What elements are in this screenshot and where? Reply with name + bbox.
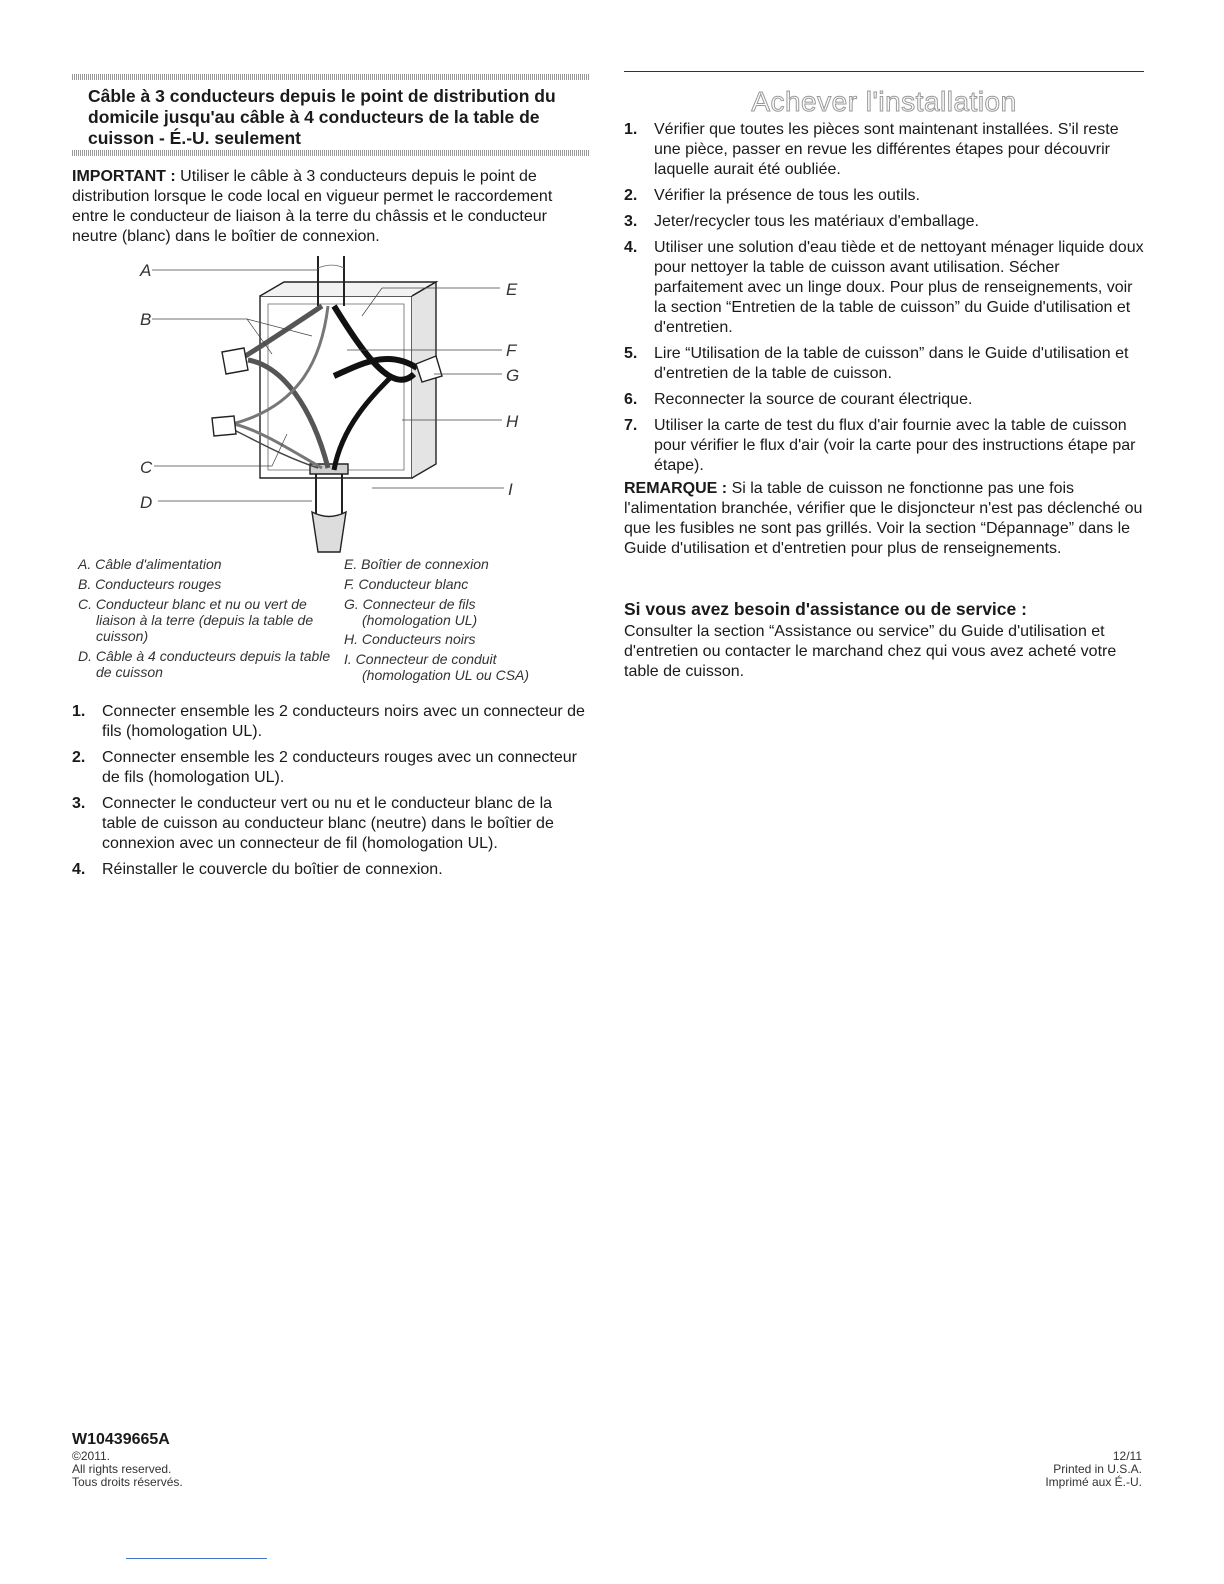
list-item: 6. Reconnecter la source de courant électrique.	[624, 391, 973, 408]
legend-item: G. Connecteur de fils (homologation UL)	[344, 596, 478, 628]
legend-item: A. Câble d'alimentation	[78, 556, 222, 572]
diagram-letter-d: D	[140, 493, 153, 512]
document-code: W10439665A	[72, 1431, 170, 1448]
section-bottom-rule	[72, 150, 590, 156]
diagram-letter-c: C	[140, 458, 153, 477]
legend-item: D. Câble à 4 conducteurs depuis la table de cuisson	[78, 648, 331, 680]
important-paragraph	[72, 167, 590, 247]
legend-item: H. Conducteurs noirs	[344, 631, 476, 647]
list-item: 3. Connecter le conducteur vert ou nu et le conducteur blanc de la table de cuisson au conducteur blanc (neutre) dans le boîtier de connexion avec un connecteur de fil (homologation UL).	[72, 795, 554, 852]
legend-item: I. Connecteur de conduit (homologation UL ou CSA)	[344, 651, 530, 683]
printed-en: Printed in U.S.A.	[1053, 1462, 1142, 1476]
important-label: IMPORTANT :	[72, 168, 176, 185]
list-item: 2. Connecter ensemble les 2 conducteurs rouges avec un connecteur de fils (homologation UL).	[72, 749, 577, 786]
legend-item: B. Conducteurs rouges	[78, 576, 222, 592]
section-top-rule	[72, 74, 590, 80]
printed-fr: Imprimé aux É.-U.	[1045, 1475, 1142, 1489]
list-item: 1. Vérifier que toutes les pièces sont maintenant installées. S'il reste une pièce, passer en revue les différentes étapes pour découvrir laquelle aurait été oubliée.	[624, 121, 1119, 178]
legend-item: C. Conducteur blanc et nu ou vert de liaison à la terre (depuis la table de cuisson)	[78, 596, 314, 644]
footer-right	[940, 1450, 1142, 1489]
rights-fr: Tous droits réservés.	[72, 1475, 183, 1489]
diagram-letter-b: B	[140, 310, 152, 329]
diagram-letter-a: A	[140, 261, 152, 280]
rights-en: All rights reserved.	[72, 1462, 172, 1476]
copyright: ©2011.	[72, 1449, 110, 1463]
list-item: 4. Utiliser une solution d'eau tiède et de nettoyant ménager liquide doux pour nettoyer la table de cuisson avant utilisation. Sécher parfaitement avec un linge doux. Pour plus de renseignements, voir la section “Entretien de la table de cuisson” du Guide d'utilisation et d'entretien.	[624, 239, 1144, 336]
diagram-letter-i: I	[508, 480, 513, 499]
remark-text: Si la table de cuisson ne fonctionne pas une fois l'alimentation branchée, vérifier que le disjoncteur n'est pas déclenché ou que les fusibles ne sont pas grillés. Voir la section “Dépannage” dans le Guide d'utilisation et d'entretien pour plus de renseignements.	[624, 480, 1143, 557]
remark-label: REMARQUE :	[624, 480, 728, 497]
list-item: 1. Connecter ensemble les 2 conducteurs noirs avec un connecteur de fils (homologation UL).	[72, 703, 585, 740]
bottom-divider	[126, 1558, 267, 1559]
legend-item: F. Conducteur blanc	[344, 576, 469, 592]
wiring-diagram	[72, 256, 590, 556]
list-item: 3. Jeter/recycler tous les matériaux d'emballage.	[624, 213, 979, 230]
list-item: 4. Réinstaller le couvercle du boîtier de connexion.	[72, 861, 443, 878]
legend-item: E. Boîtier de connexion	[344, 556, 489, 572]
list-item: 2. Vérifier la présence de tous les outils.	[624, 187, 920, 204]
diagram-letter-h: H	[506, 412, 519, 431]
connection-steps	[72, 702, 590, 886]
list-item: 5. Lire “Utilisation de la table de cuisson” dans le Guide d'utilisation et d'entretien de la table de cuisson.	[624, 345, 1129, 382]
diagram-letter-e: E	[506, 280, 518, 299]
page-title: Achever l'installation	[751, 86, 1017, 117]
assistance-text: Consulter la section “Assistance ou service” du Guide d'utilisation et d'entretien ou contacter le marchand chez qui vous avez acheté votre table de cuisson.	[624, 623, 1117, 680]
list-item: 7. Utiliser la carte de test du flux d'air fournie avec la table de cuisson pour vérifier le flux d'air (voir la carte pour des instructions étape par étape).	[624, 417, 1136, 474]
diagram-letter-f: F	[506, 341, 517, 360]
finish-steps	[624, 120, 1144, 482]
title-rule	[624, 71, 1144, 72]
print-date: 12/11	[1112, 1449, 1142, 1463]
assistance-title: Si vous avez besoin d'assistance ou de service :	[624, 599, 1027, 619]
diagram-letter-g: G	[506, 366, 520, 385]
remark-paragraph	[624, 479, 1144, 559]
section-title: Câble à 3 conducteurs depuis le point de distribution du domicile jusqu'au câble à 4 conducteurs de la table de cuisson - É.-U. seulement	[88, 86, 556, 148]
footer-left	[72, 1430, 372, 1489]
important-text: Utiliser le câble à 3 conducteurs depuis le point de distribution lorsque le code local en vigueur permet le raccordement entre le conducteur de liaison à la terre du châssis et le conducteur neutre (blanc) dans le boîtier de connexion.	[72, 168, 553, 245]
